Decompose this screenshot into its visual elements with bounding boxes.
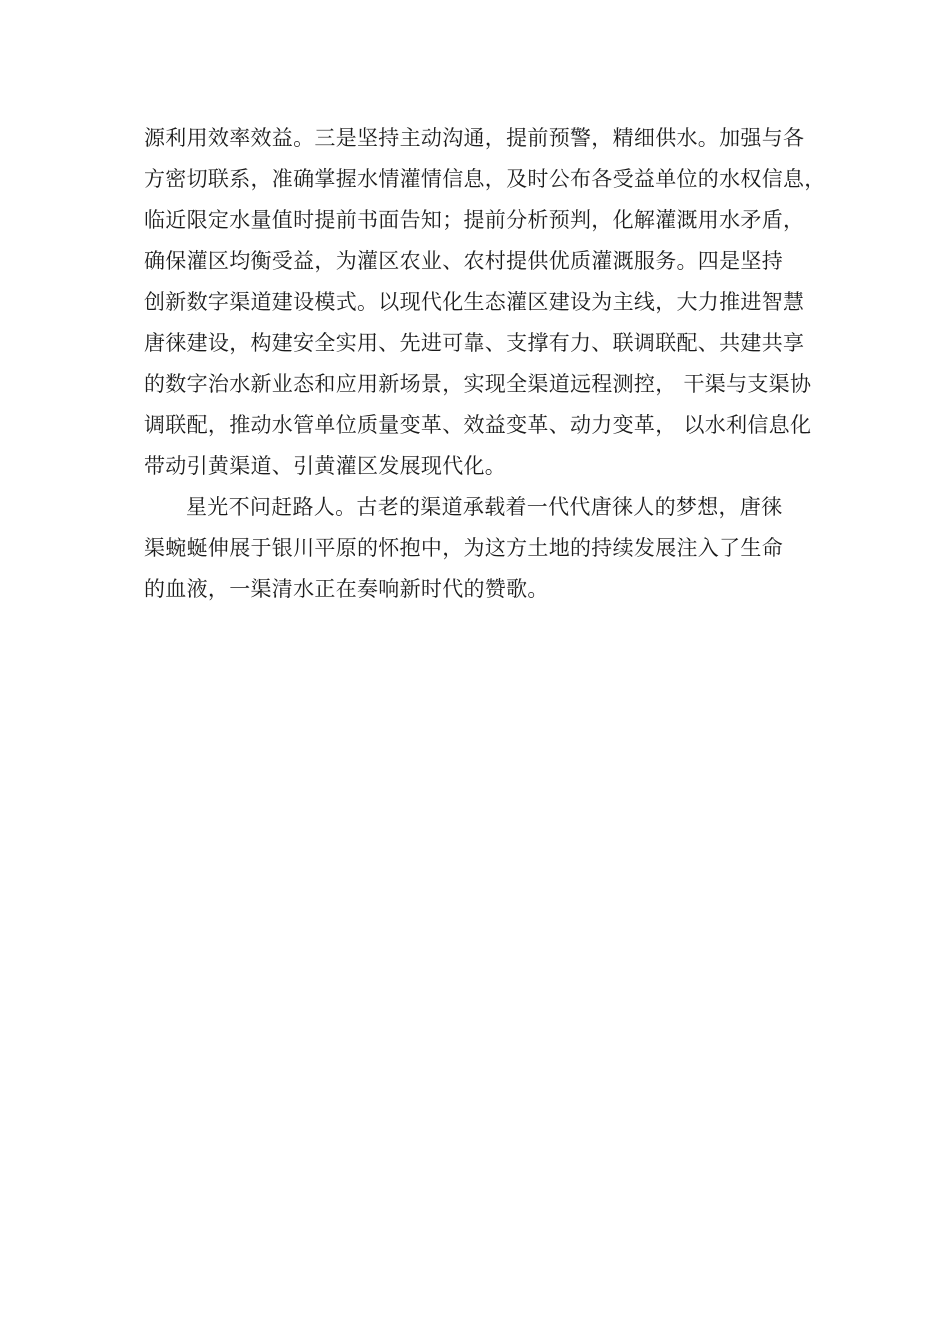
paragraph-line: 星光不问赶路人。古老的渠道承载着一代代唐徕人的梦想，唐徕	[186, 495, 783, 519]
paragraph-line: 源利用效率效益。三是坚持主动沟通，提前预警，精细供水。加强与各	[144, 126, 805, 150]
paragraph-line: 的血液，一渠清水正在奏响新时代的赞歌。	[144, 577, 549, 601]
paragraph-line: 方密切联系，准确掌握水情灌情信息，及时公布各受益单位的水权信息，	[144, 167, 826, 191]
paragraph-line: 临近限定水量值时提前书面告知；提前分析预判，化解灌溉用水矛盾，	[144, 208, 805, 232]
paragraph-line: 的数字治水新业态和应用新场景，实现全渠道远程测控， 干渠与支渠协	[144, 372, 812, 396]
paragraph-line: 创新数字渠道建设模式。以现代化生态灌区建设为主线，大力推进智慧	[144, 290, 805, 314]
paragraph-line: 确保灌区均衡受益，为灌区农业、农村提供优质灌溉服务。四是坚持	[144, 249, 783, 273]
paragraph-line: 渠蜿蜒伸展于银川平原的怀抱中，为这方土地的持续发展注入了生命	[144, 536, 783, 560]
paragraph-line: 唐徕建设，构建安全实用、先进可靠、支撑有力、联调联配、共建共享	[144, 331, 805, 355]
paragraph-line: 调联配，推动水管单位质量变革、效益变革、动力变革， 以水利信息化	[144, 413, 812, 437]
paragraph-line: 带动引黄渠道、引黄灌区发展现代化。	[144, 454, 507, 478]
body-text	[144, 118, 834, 610]
